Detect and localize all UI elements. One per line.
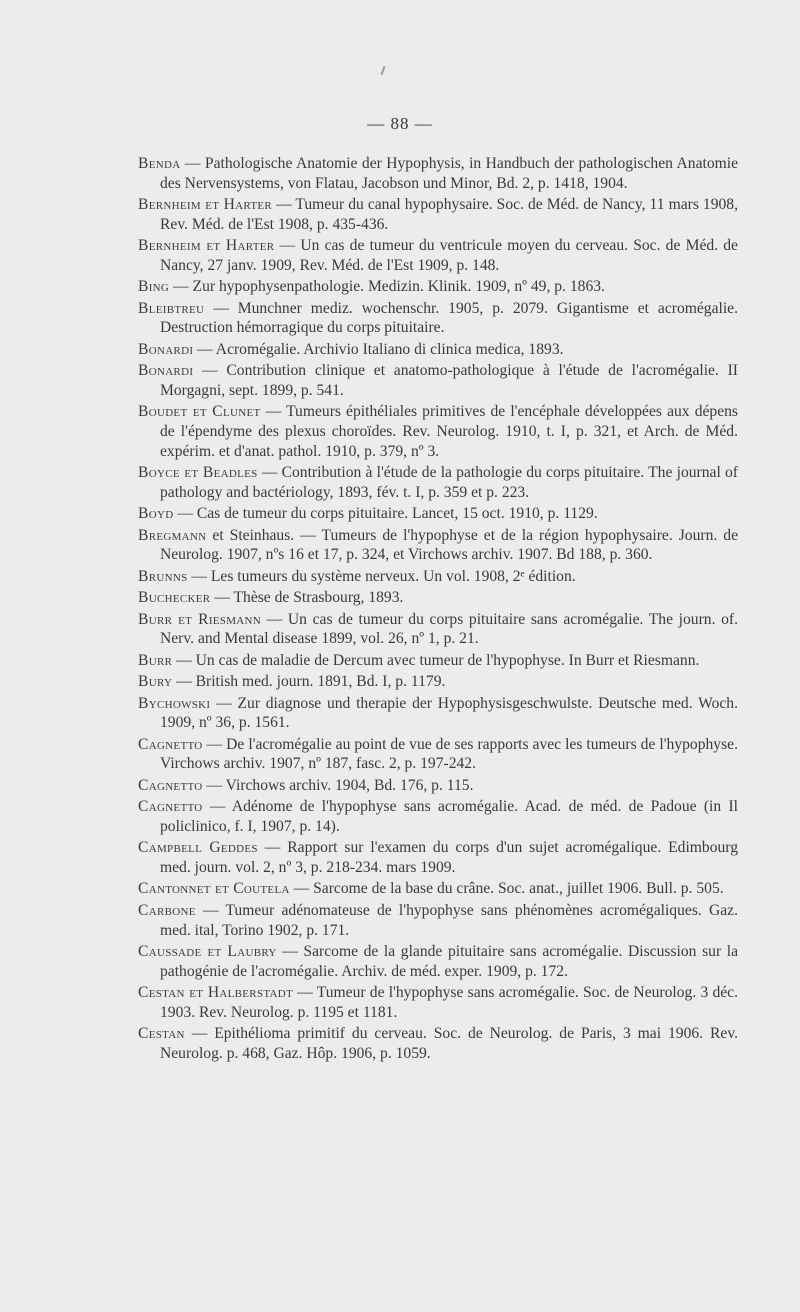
entry-text: — Tumeurs épithéliales primitives de l'encéphale développées aux dépens de l'épendyme des plexus choroïdes. Rev. Neurolog. 1910, t. I, p. 321, et Arch. de Méd. expérim. et d'anat. pathol. 1910, p. 379, nº 3. — [160, 403, 738, 460]
entry-text: — Pathologische Anatomie der Hypophysis, in Handbuch der pathologischen Anatomie des Nervensystems, von Flatau, Jacobson und Minor, Bd. 2, p. 1418, 1904. — [160, 155, 738, 192]
bibliography-entry — [138, 567, 738, 587]
entry-author: Bleibtreu — [138, 299, 205, 317]
bibliography-entry — [138, 797, 738, 836]
entry-author: Cestan — [138, 1025, 185, 1043]
entry-author: Buchecker — [138, 589, 211, 607]
entry-text: — Un cas de maladie de Dercum avec tumeur de l'hypophyse. In Burr et Riesmann. — [172, 651, 700, 669]
page-number: — 88 — — [367, 114, 433, 133]
entry-text: — Epithélioma primitif du cerveau. Soc. de Neurolog. de Paris, 3 mai 1906. Rev. Neurolog. p. 468, Gaz. Hôp. 1906, p. 1059. — [160, 1025, 738, 1062]
entry-author: Cagnetto — [138, 798, 203, 816]
entry-text: — Sarcome de la glande pituitaire sans acromégalie. Discussion sur la pathogénie de l'acromégalie. Archiv. de méd. exper. 1909, p. 172. — [160, 943, 738, 980]
bibliography-entry — [138, 942, 738, 981]
entry-author: Bregmann — [138, 526, 207, 544]
entry-text: — Tumeur de l'hypophyse sans acromégalie. Soc. de Neurolog. 3 déc. 1903. Rev. Neurolog. p. 1195 et 1181. — [160, 984, 738, 1021]
entry-author: Bonardi — [138, 340, 194, 358]
entry-author: Burr et Riesmann — [138, 610, 262, 628]
entry-author: Cagnetto — [138, 776, 203, 794]
bibliography-entry — [138, 694, 738, 733]
ink-speck — [381, 66, 386, 75]
bibliography-entry — [138, 299, 738, 338]
entry-text: — Munchner mediz. wochenschr. 1905, p. 2079. Gigantisme et acromégalie. Destruction hémorragique du corps pituitaire. — [160, 299, 738, 337]
bibliography-entry — [138, 236, 738, 275]
bibliography-entry — [138, 735, 738, 774]
bibliography-entry — [138, 361, 738, 400]
entry-author: Bonardi — [138, 362, 194, 380]
entry-text: — Zur diagnose und therapie der Hypophysisgeschwulste. Deutsche med. Woch. 1909, nº 36, p. 1561. — [160, 694, 738, 732]
entry-author: Bernheim et Harter — [138, 196, 273, 214]
entry-author: Boyce et Beadles — [138, 464, 258, 482]
entry-text: — Contribution clinique et anatomo-pathologique à l'étude de l'acromégalie. II Morgagni, sept. 1899, p. 541. — [160, 362, 738, 399]
bibliography-entry — [138, 1024, 738, 1063]
entry-author: Cagnetto — [138, 735, 203, 753]
bibliography-entry — [138, 504, 738, 524]
entry-author: Bing — [138, 278, 170, 296]
bibliography-entry — [138, 672, 738, 692]
entry-author: Carbone — [138, 901, 196, 919]
entry-text: — Un cas de tumeur du ventricule moyen du cerveau. Soc. de Méd. de Nancy, 27 janv. 1909, Rev. Méd. de l'Est 1909, p. 148. — [160, 237, 738, 274]
bibliography-entry — [138, 776, 738, 796]
bibliography-entry — [138, 463, 738, 502]
entry-author: Brunns — [138, 567, 188, 585]
entry-text: — Thèse de Strasbourg, 1893. — [210, 589, 404, 607]
entry-text: — Tumeur du canal hypophysaire. Soc. de Méd. de Nancy, 11 mars 1908, Rev. Méd. de l'Est 1908, p. 435-436. — [160, 196, 738, 233]
bibliography-entry — [138, 588, 738, 608]
entry-author: Bychowski — [138, 694, 211, 712]
entry-author: Burr — [138, 651, 173, 669]
bibliography-entry — [138, 983, 738, 1022]
entry-text: — De l'acromégalie au point de vue de ses rapports avec les tumeurs de l'hypophyse. Virchows archiv. 1907, nº 187, fasc. 2, p. 197-242. — [160, 735, 738, 773]
entry-text: — Zur hypophysenpathologie. Medizin. Klinik. 1909, nº 49, p. 1863. — [169, 278, 605, 296]
entry-text: — Rapport sur l'examen du corps d'un sujet acromégalique. Edimbourg med. journ. vol. 2, nº 3, p. 218-234. mars 1909. — [160, 839, 739, 876]
entry-author: Cantonnet et Coutela — [138, 880, 290, 898]
entry-author: Cestan et Halberstadt — [138, 984, 294, 1002]
entry-text: — Acromégalie. Archivio Italiano di clinica medica, 1893. — [193, 340, 564, 358]
bibliography-entry — [138, 154, 738, 193]
entry-text: — Virchows archiv. 1904, Bd. 176, p. 115. — [202, 776, 474, 794]
entry-text: — Adénome de l'hypophyse sans acromégalie. Acad. de méd. de Padoue (in Il policlinico, f. I, 1907, p. 14). — [160, 798, 738, 835]
bibliography-entry — [138, 838, 738, 877]
bibliography-entry — [138, 277, 738, 297]
entry-text: — Les tumeurs du système nerveux. Un vol. 1908, 2ᵉ édition. — [187, 567, 576, 585]
entry-author: Benda — [138, 155, 181, 172]
bibliography-entry — [138, 651, 738, 671]
entry-text: — Un cas de tumeur du corps pituitaire sans acromégalie. The journ. of. Nerv. and Mental disease 1899, vol. 26, nº 1, p. 21. — [160, 610, 738, 648]
bibliography-entry — [138, 610, 738, 649]
entry-author: Bury — [138, 673, 173, 691]
entry-text: et Steinhaus. — Tumeurs de l'hypophyse et de la région hypophysaire. Journ. de Neurolog. 1907, nºs 16 et 17, p. 324, et Virchows archiv. 1907. Bd 188, p. 360. — [160, 526, 738, 564]
bibliography-entry — [138, 340, 738, 360]
entry-author: Boudet et Clunet — [138, 403, 261, 421]
entry-author: Boyd — [138, 505, 174, 523]
entry-text: — Tumeur adénomateuse de l'hypophyse sans phénomènes acromégaliques. Gaz. med. ital, Torino 1902, p. 171. — [160, 901, 738, 939]
bibliography-list — [138, 154, 738, 1065]
bibliography-entry — [138, 195, 738, 234]
entry-author: Caussade et Laubry — [138, 943, 277, 961]
entry-author: Bernheim et Harter — [138, 237, 275, 255]
bibliography-entry — [138, 879, 738, 899]
entry-text: — Sarcome de la base du crâne. Soc. anat., juillet 1906. Bull. p. 505. — [289, 880, 724, 898]
bibliography-entry — [138, 526, 738, 565]
entry-text: — British med. journ. 1891, Bd. I, p. 1179. — [172, 673, 446, 691]
bibliography-entry — [138, 402, 738, 461]
bibliography-entry — [138, 901, 738, 940]
entry-text: — Cas de tumeur du corps pituitaire. Lancet, 15 oct. 1910, p. 1129. — [173, 505, 598, 523]
entry-author: Campbell Geddes — [138, 839, 258, 857]
entry-text: — Contribution à l'étude de la pathologie du corps pituitaire. The journal of pathology and bactériology, 1893, fév. t. I, p. 359 et p. 223. — [160, 464, 738, 501]
